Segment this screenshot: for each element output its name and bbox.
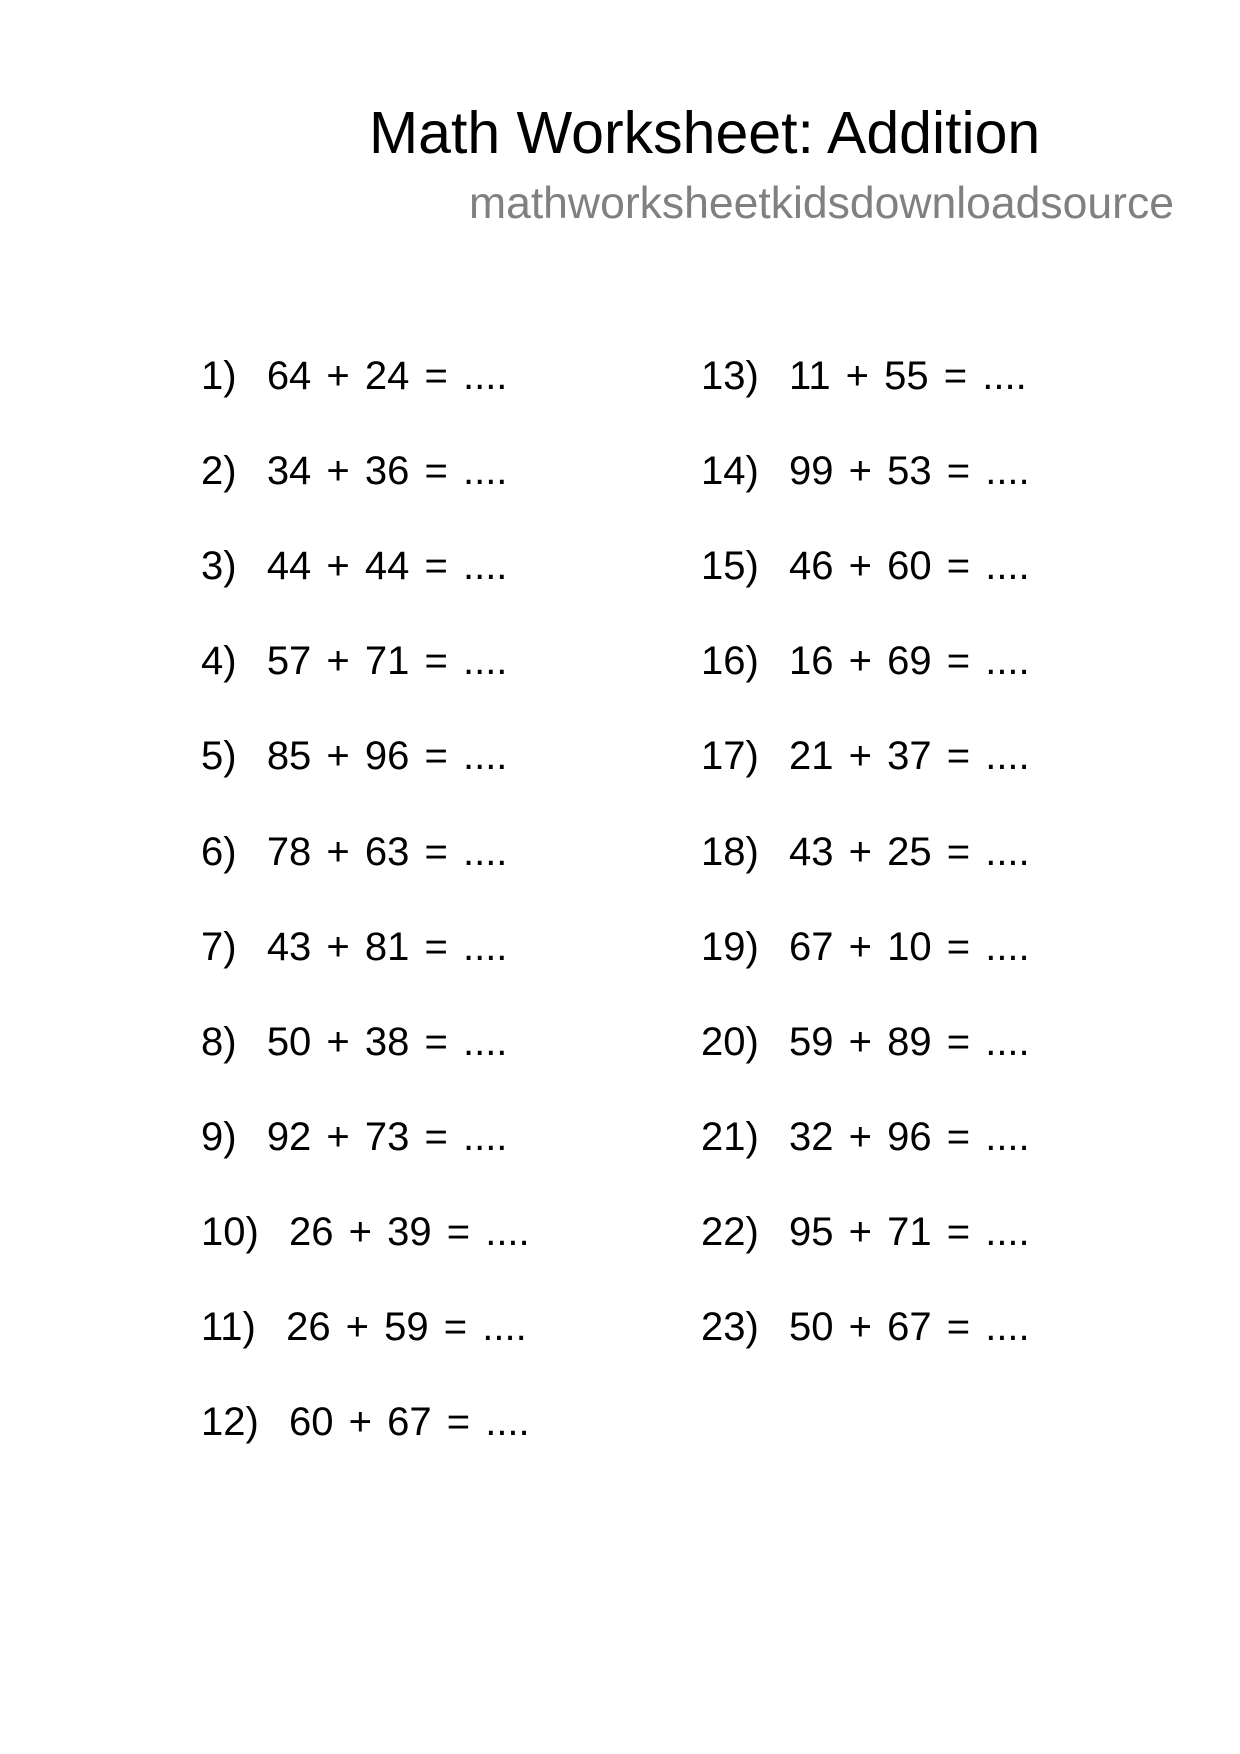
problem-number: 14)	[701, 449, 759, 494]
problem-number: 22)	[701, 1209, 759, 1254]
problem-number: 20)	[701, 1019, 759, 1064]
problem-number: 11)	[201, 1305, 256, 1349]
problem-expression: 46 + 60 = ....	[789, 544, 1030, 589]
problem-item	[201, 734, 508, 779]
problem-item	[201, 449, 508, 494]
problem-number: 23)	[701, 1305, 759, 1349]
problem-expression: 92 + 73 = ....	[266, 1114, 508, 1159]
problem-expression: 43 + 81 = ....	[266, 924, 508, 969]
problem-expression: 26 + 39 = ....	[289, 1209, 530, 1254]
problem-number: 17)	[701, 734, 759, 779]
problem-number: 5)	[201, 734, 237, 779]
problem-expression: 59 + 89 = ....	[789, 1019, 1030, 1064]
problem-item	[201, 356, 507, 396]
problem-expression: 21 + 37 = ....	[789, 734, 1030, 779]
problem-item	[701, 356, 1027, 396]
problem-item	[201, 544, 508, 589]
problem-expression: 50 + 67 = ....	[789, 1305, 1030, 1349]
problem-item	[201, 1019, 508, 1064]
problem-item	[701, 544, 1030, 589]
problem-number: 4)	[201, 639, 237, 684]
problem-item	[701, 829, 1030, 874]
problem-expression: 50 + 38 = ....	[266, 1019, 508, 1064]
problem-item	[201, 1114, 508, 1159]
problem-number: 13)	[701, 354, 759, 398]
problem-expression: 95 + 71 = ....	[789, 1209, 1030, 1254]
problem-item	[701, 1209, 1030, 1254]
problem-expression: 44 + 44 = ....	[266, 544, 508, 589]
problem-item	[701, 1114, 1030, 1159]
problem-item	[201, 1400, 530, 1445]
problem-item	[701, 449, 1030, 494]
problem-number: 6)	[201, 829, 237, 874]
problem-item	[701, 924, 1030, 969]
problem-number: 19)	[701, 924, 759, 969]
problem-expression: 67 + 10 = ....	[789, 924, 1030, 969]
problem-number: 10)	[201, 1209, 259, 1254]
problem-expression: 34 + 36 = ....	[266, 449, 508, 494]
problem-number: 15)	[701, 544, 759, 589]
problem-item	[701, 1307, 1030, 1347]
worksheet-source: mathworksheetkidsdownloadsource	[469, 179, 1174, 228]
problem-number: 16)	[701, 639, 759, 684]
problem-number: 9)	[201, 1114, 237, 1159]
problem-item	[201, 639, 508, 684]
problem-item	[701, 1019, 1030, 1064]
problem-expression: 60 + 67 = ....	[289, 1400, 530, 1445]
problem-number: 2)	[201, 449, 237, 494]
problem-number: 12)	[201, 1400, 259, 1445]
problem-expression: 99 + 53 = ....	[789, 449, 1030, 494]
problem-expression: 16 + 69 = ....	[789, 639, 1030, 684]
problem-expression: 43 + 25 = ....	[789, 829, 1030, 874]
problem-expression: 85 + 96 = ....	[266, 734, 508, 779]
problem-number: 8)	[201, 1019, 237, 1064]
problem-number: 7)	[201, 924, 237, 969]
problem-number: 3)	[201, 544, 237, 589]
problem-expression: 32 + 96 = ....	[789, 1114, 1030, 1159]
worksheet-title: Math Worksheet: Addition	[369, 100, 1041, 166]
problem-number: 18)	[701, 829, 759, 874]
problem-expression: 78 + 63 = ....	[266, 829, 508, 874]
problem-expression: 64 + 24 = ....	[266, 354, 508, 398]
problem-item	[201, 924, 508, 969]
problem-item	[201, 1209, 530, 1254]
problem-expression: 26 + 59 = ....	[286, 1305, 527, 1349]
problem-item	[201, 829, 508, 874]
problem-number: 21)	[701, 1114, 759, 1159]
problem-item	[201, 1307, 527, 1347]
problem-item	[701, 639, 1030, 684]
problem-expression: 57 + 71 = ....	[266, 639, 508, 684]
problem-number: 1)	[201, 354, 237, 398]
problem-item	[701, 734, 1030, 779]
problem-expression: 11 + 55 = ....	[789, 354, 1027, 398]
